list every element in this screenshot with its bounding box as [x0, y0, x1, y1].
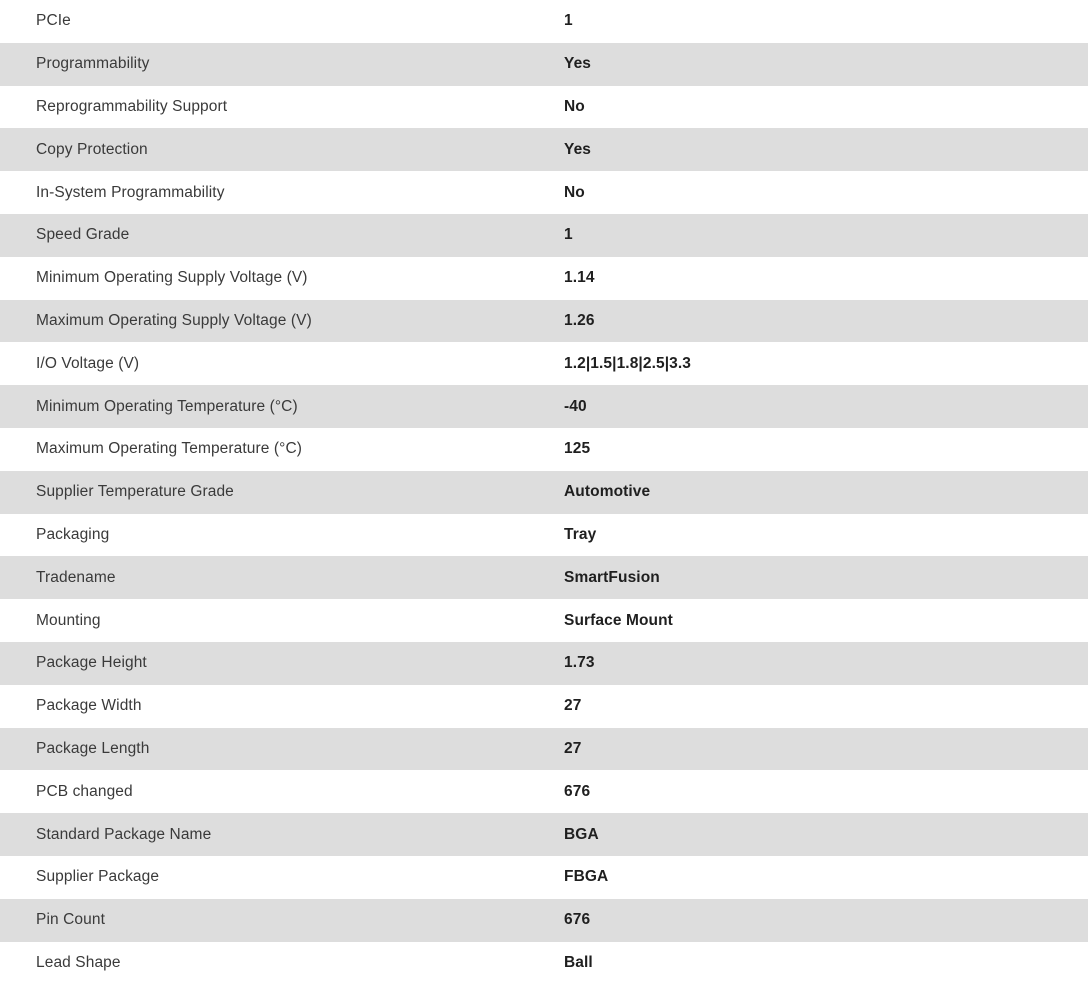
table-row: [0, 171, 1088, 214]
table-row: [0, 300, 1088, 343]
attribute-label: In-System Programmability: [36, 183, 225, 201]
table-row: [0, 599, 1088, 642]
attribute-label: Minimum Operating Temperature (°C): [36, 397, 298, 415]
attribute-value: FBGA: [564, 868, 609, 886]
table-row: [0, 856, 1088, 899]
attribute-label: Tradename: [36, 568, 116, 586]
attribute-value: 676: [564, 782, 591, 800]
table-row: [0, 257, 1088, 300]
attribute-value: Yes: [564, 140, 592, 158]
attribute-label: Package Height: [36, 654, 147, 672]
attribute-value: 1.2|1.5|1.8|2.5|3.3: [564, 354, 691, 372]
attribute-value: 27: [564, 697, 582, 715]
table-row: [0, 770, 1088, 813]
attribute-value: BGA: [564, 825, 599, 843]
attribute-label: PCB changed: [36, 782, 133, 800]
attribute-value: Surface Mount: [564, 611, 673, 629]
attribute-label: Maximum Operating Temperature (°C): [36, 440, 303, 458]
attribute-value: 1.26: [564, 311, 595, 329]
table-row: [0, 0, 1088, 43]
table-row: [0, 86, 1088, 129]
attribute-value: 1.14: [564, 269, 595, 287]
attribute-label: Copy Protection: [36, 140, 148, 158]
attribute-value: SmartFusion: [564, 568, 660, 586]
attribute-label: Minimum Operating Supply Voltage (V): [36, 269, 308, 287]
attribute-value: Tray: [564, 525, 597, 543]
table-row: [0, 128, 1088, 171]
attribute-value: Automotive: [564, 483, 651, 501]
table-row: [0, 685, 1088, 728]
attribute-value: 1.73: [564, 654, 595, 672]
attribute-label: Lead Shape: [36, 953, 121, 971]
attribute-label: Supplier Temperature Grade: [36, 483, 234, 501]
attribute-label: Package Width: [36, 697, 142, 715]
attribute-label: Programmability: [36, 55, 150, 73]
table-row: [0, 342, 1088, 385]
table-row: [0, 942, 1088, 984]
table-row: [0, 43, 1088, 86]
attribute-label: Packaging: [36, 525, 110, 543]
table-row: [0, 214, 1088, 257]
table-row: [0, 471, 1088, 514]
attribute-label: Mounting: [36, 611, 101, 629]
attribute-value: 1: [564, 226, 573, 244]
attribute-value: 676: [564, 911, 591, 929]
attribute-label: Pin Count: [36, 911, 105, 929]
table-row: [0, 428, 1088, 471]
table-row: [0, 813, 1088, 856]
table-row: [0, 556, 1088, 599]
attribute-value: Ball: [564, 953, 593, 971]
table-row: [0, 514, 1088, 557]
attribute-value: 125: [564, 440, 591, 458]
attribute-value: Yes: [564, 55, 592, 73]
attribute-label: Speed Grade: [36, 226, 130, 244]
attribute-label: I/O Voltage (V): [36, 354, 140, 372]
attribute-value: 27: [564, 739, 582, 757]
attribute-value: No: [564, 97, 585, 115]
attribute-label: Maximum Operating Supply Voltage (V): [36, 311, 312, 329]
attribute-value: -40: [564, 397, 587, 415]
table-row: [0, 385, 1088, 428]
table-row: [0, 642, 1088, 685]
table-row: [0, 728, 1088, 771]
attribute-label: Reprogrammability Support: [36, 97, 228, 115]
attribute-label: Standard Package Name: [36, 825, 212, 843]
attribute-label: Package Length: [36, 739, 150, 757]
attribute-label: PCIe: [36, 12, 71, 30]
attribute-value: No: [564, 183, 585, 201]
attribute-value: 1: [564, 12, 573, 30]
attribute-label: Supplier Package: [36, 868, 160, 886]
table-row: [0, 899, 1088, 942]
